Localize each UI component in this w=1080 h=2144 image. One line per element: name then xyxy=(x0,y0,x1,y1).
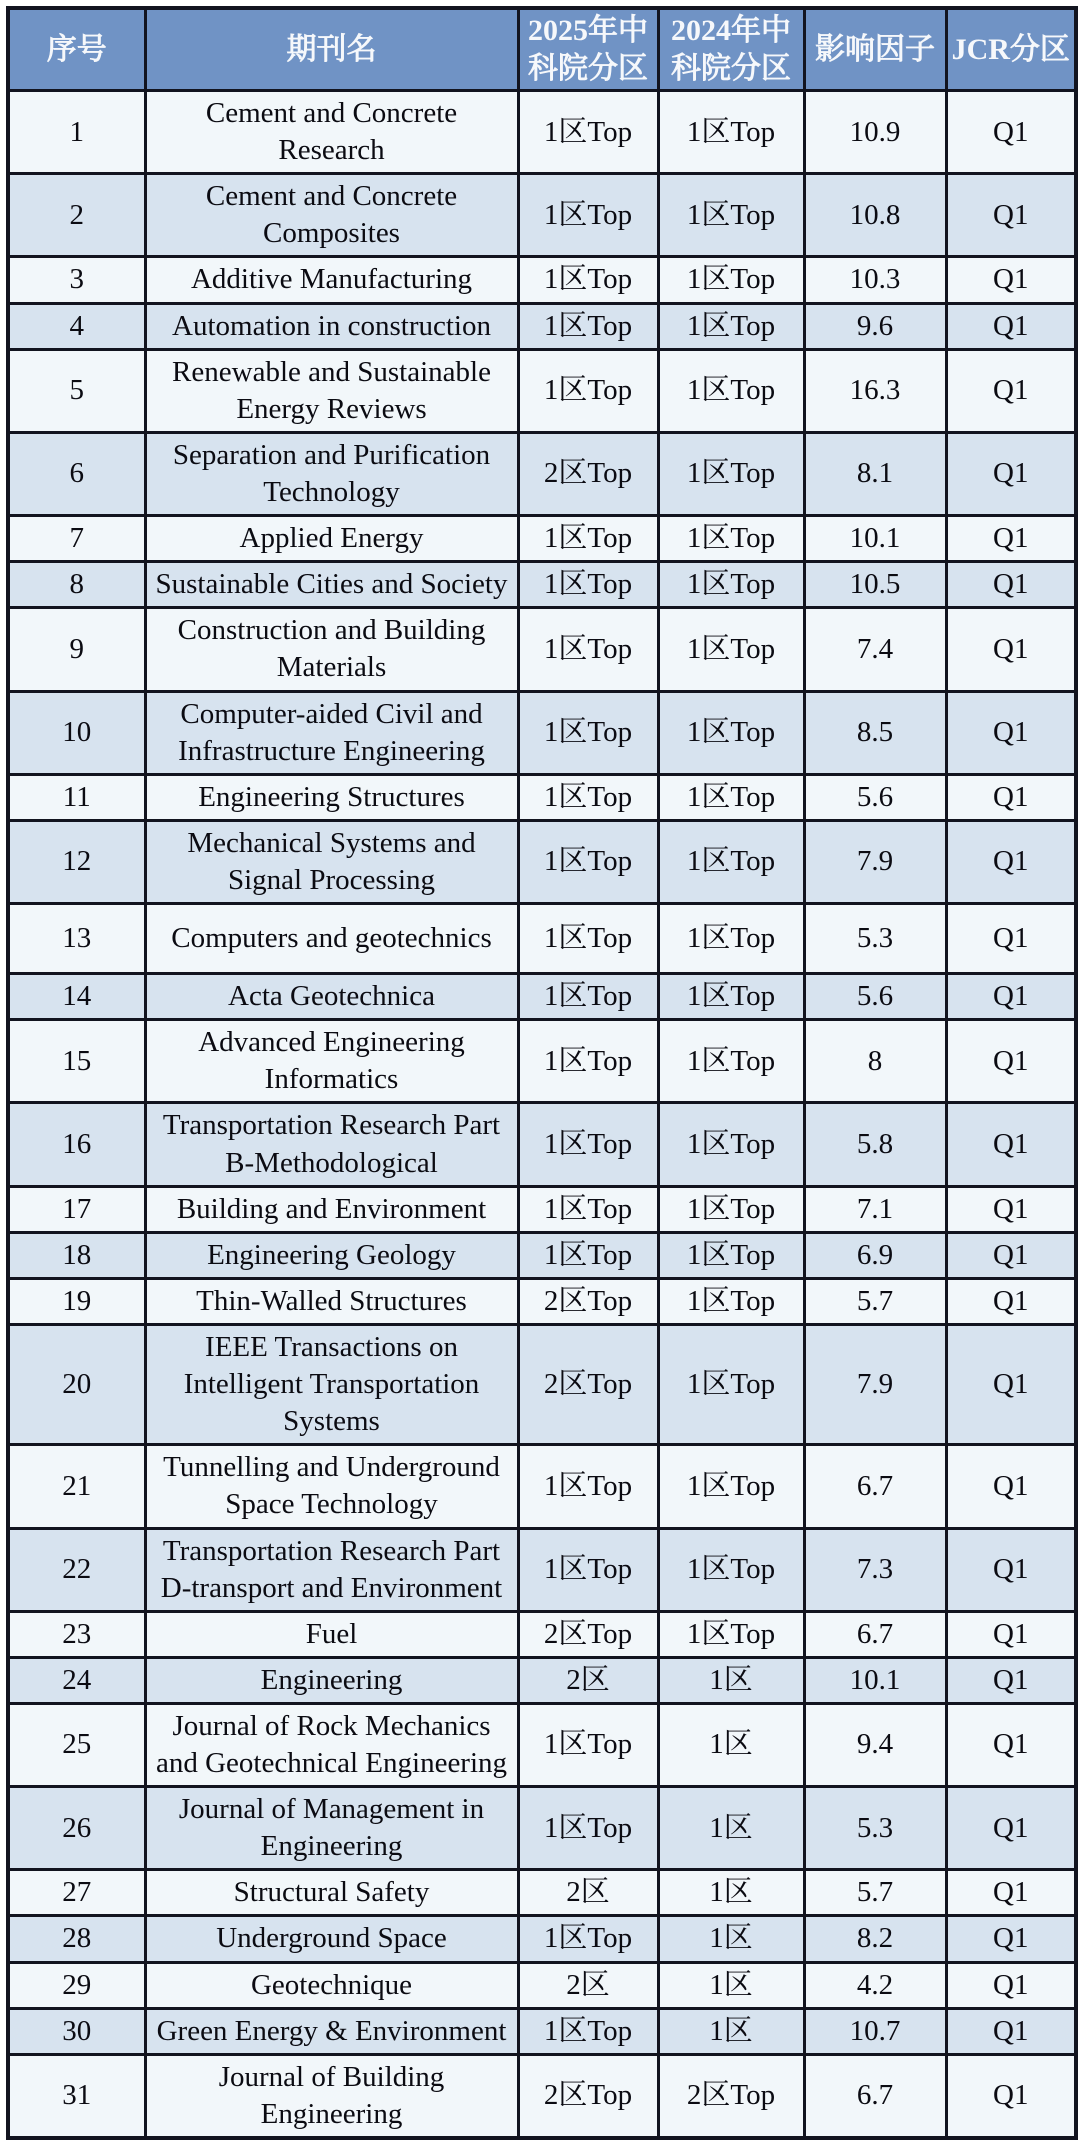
cell-impact-factor: 10.8 xyxy=(804,174,946,257)
table-row xyxy=(8,432,1076,515)
cell-journal-name: Computer-aided Civil and Infrastructure Engineering xyxy=(145,691,518,774)
cell-impact-factor: 5.6 xyxy=(804,774,946,820)
cell-cas-2025: 1区Top xyxy=(518,1103,658,1186)
cell-cas-2025: 1区Top xyxy=(518,257,658,303)
cell-jcr: Q1 xyxy=(946,1186,1076,1232)
cell-index: 10 xyxy=(8,691,145,774)
cell-index: 13 xyxy=(8,904,145,974)
cell-cas-2025: 1区Top xyxy=(518,303,658,349)
cell-cas-2025: 1区Top xyxy=(518,1703,658,1786)
table-row xyxy=(8,1657,1076,1703)
column-header-jcr: JCR分区 xyxy=(946,8,1076,91)
cell-jcr: Q1 xyxy=(946,608,1076,691)
cell-cas-2024: 1区Top xyxy=(658,349,804,432)
cell-cas-2025: 2区 xyxy=(518,1870,658,1916)
cell-cas-2025: 1区Top xyxy=(518,608,658,691)
cell-cas-2024: 1区Top xyxy=(658,1020,804,1103)
cell-index: 30 xyxy=(8,2008,145,2054)
cell-index: 3 xyxy=(8,257,145,303)
cell-index: 7 xyxy=(8,516,145,562)
cell-cas-2025: 2区 xyxy=(518,1962,658,2008)
cell-journal-name: Building and Environment xyxy=(145,1186,518,1232)
cell-journal-name: Acta Geotechnica xyxy=(145,974,518,1020)
cell-jcr: Q1 xyxy=(946,1611,1076,1657)
cell-jcr: Q1 xyxy=(946,1962,1076,2008)
table-row xyxy=(8,562,1076,608)
cell-journal-name: Engineering Structures xyxy=(145,774,518,820)
cell-impact-factor: 10.7 xyxy=(804,2008,946,2054)
cell-journal-name: Transportation Research Part B-Methodological xyxy=(145,1103,518,1186)
table-row xyxy=(8,1445,1076,1528)
cell-impact-factor: 8.2 xyxy=(804,1916,946,1962)
column-header-impact-factor: 影响因子 xyxy=(804,8,946,91)
cell-jcr: Q1 xyxy=(946,1278,1076,1324)
cell-cas-2024: 1区 xyxy=(658,1787,804,1870)
cell-jcr: Q1 xyxy=(946,974,1076,1020)
cell-cas-2025: 2区Top xyxy=(518,2054,658,2138)
cell-jcr: Q1 xyxy=(946,1870,1076,1916)
cell-cas-2024: 2区Top xyxy=(658,2054,804,2138)
cell-index: 19 xyxy=(8,1278,145,1324)
cell-jcr: Q1 xyxy=(946,349,1076,432)
table-row xyxy=(8,1703,1076,1786)
cell-cas-2024: 1区Top xyxy=(658,1528,804,1611)
cell-cas-2024: 1区Top xyxy=(658,1278,804,1324)
cell-cas-2025: 2区Top xyxy=(518,1324,658,1444)
table-row xyxy=(8,1324,1076,1444)
cell-cas-2025: 1区Top xyxy=(518,516,658,562)
cell-impact-factor: 5.7 xyxy=(804,1278,946,1324)
table-row xyxy=(8,2054,1076,2138)
cell-journal-name: Separation and Purification Technology xyxy=(145,432,518,515)
table-row xyxy=(8,1611,1076,1657)
cell-impact-factor: 6.9 xyxy=(804,1232,946,1278)
table-row xyxy=(8,1232,1076,1278)
cell-impact-factor: 5.7 xyxy=(804,1870,946,1916)
cell-cas-2025: 1区Top xyxy=(518,562,658,608)
cell-cas-2024: 1区Top xyxy=(658,820,804,903)
cell-impact-factor: 16.3 xyxy=(804,349,946,432)
cell-impact-factor: 9.6 xyxy=(804,303,946,349)
cell-jcr: Q1 xyxy=(946,1528,1076,1611)
cell-cas-2025: 1区Top xyxy=(518,1020,658,1103)
column-header-cas-2024: 2024年中科院分区 xyxy=(658,8,804,91)
cell-journal-name: Additive Manufacturing xyxy=(145,257,518,303)
cell-index: 11 xyxy=(8,774,145,820)
cell-jcr: Q1 xyxy=(946,516,1076,562)
table-row xyxy=(8,174,1076,257)
cell-journal-name: IEEE Transactions on Intelligent Transportation Systems xyxy=(145,1324,518,1444)
cell-cas-2025: 1区Top xyxy=(518,174,658,257)
table-row xyxy=(8,1916,1076,1962)
cell-cas-2024: 1区 xyxy=(658,1870,804,1916)
cell-jcr: Q1 xyxy=(946,1232,1076,1278)
cell-impact-factor: 7.9 xyxy=(804,820,946,903)
cell-index: 21 xyxy=(8,1445,145,1528)
cell-impact-factor: 7.9 xyxy=(804,1324,946,1444)
cell-impact-factor: 8.1 xyxy=(804,432,946,515)
cell-cas-2024: 1区Top xyxy=(658,608,804,691)
cell-index: 18 xyxy=(8,1232,145,1278)
cell-jcr: Q1 xyxy=(946,2054,1076,2138)
column-header-cas-2025: 2025年中科院分区 xyxy=(518,8,658,91)
cell-impact-factor: 10.5 xyxy=(804,562,946,608)
cell-cas-2024: 1区 xyxy=(658,1657,804,1703)
cell-cas-2024: 1区Top xyxy=(658,1445,804,1528)
cell-journal-name: Thin-Walled Structures xyxy=(145,1278,518,1324)
cell-cas-2024: 1区Top xyxy=(658,774,804,820)
cell-index: 27 xyxy=(8,1870,145,1916)
table-row xyxy=(8,91,1076,174)
cell-cas-2025: 1区Top xyxy=(518,820,658,903)
cell-impact-factor: 10.1 xyxy=(804,1657,946,1703)
cell-cas-2024: 1区Top xyxy=(658,1186,804,1232)
cell-journal-name: Structural Safety xyxy=(145,1870,518,1916)
cell-journal-name: Cement and Concrete Research xyxy=(145,91,518,174)
table-row xyxy=(8,1103,1076,1186)
cell-cas-2024: 1区Top xyxy=(658,174,804,257)
cell-impact-factor: 5.3 xyxy=(804,904,946,974)
table-row xyxy=(8,820,1076,903)
table-header xyxy=(8,8,1076,91)
cell-index: 22 xyxy=(8,1528,145,1611)
cell-cas-2025: 2区Top xyxy=(518,1278,658,1324)
cell-jcr: Q1 xyxy=(946,1787,1076,1870)
cell-impact-factor: 8.5 xyxy=(804,691,946,774)
cell-cas-2025: 1区Top xyxy=(518,1232,658,1278)
cell-cas-2025: 1区Top xyxy=(518,91,658,174)
cell-index: 25 xyxy=(8,1703,145,1786)
cell-cas-2025: 1区Top xyxy=(518,1787,658,1870)
cell-journal-name: Tunnelling and Underground Space Technology xyxy=(145,1445,518,1528)
cell-jcr: Q1 xyxy=(946,257,1076,303)
cell-cas-2024: 1区Top xyxy=(658,1611,804,1657)
table-row xyxy=(8,774,1076,820)
cell-index: 12 xyxy=(8,820,145,903)
journal-ranking-table xyxy=(6,6,1078,2140)
cell-cas-2025: 2区 xyxy=(518,1657,658,1703)
cell-journal-name: Cement and Concrete Composites xyxy=(145,174,518,257)
cell-impact-factor: 10.3 xyxy=(804,257,946,303)
cell-journal-name: Computers and geotechnics xyxy=(145,904,518,974)
cell-journal-name: Mechanical Systems and Signal Processing xyxy=(145,820,518,903)
cell-index: 1 xyxy=(8,91,145,174)
cell-impact-factor: 5.8 xyxy=(804,1103,946,1186)
table-row xyxy=(8,974,1076,1020)
cell-journal-name: Engineering Geology xyxy=(145,1232,518,1278)
cell-journal-name: Advanced Engineering Informatics xyxy=(145,1020,518,1103)
table-row xyxy=(8,608,1076,691)
cell-index: 14 xyxy=(8,974,145,1020)
cell-index: 23 xyxy=(8,1611,145,1657)
cell-journal-name: Fuel xyxy=(145,1611,518,1657)
cell-impact-factor: 5.3 xyxy=(804,1787,946,1870)
cell-jcr: Q1 xyxy=(946,303,1076,349)
table-row xyxy=(8,904,1076,974)
cell-cas-2025: 1区Top xyxy=(518,1186,658,1232)
cell-jcr: Q1 xyxy=(946,1324,1076,1444)
table-row xyxy=(8,691,1076,774)
cell-cas-2024: 1区 xyxy=(658,1703,804,1786)
cell-jcr: Q1 xyxy=(946,1916,1076,1962)
cell-index: 15 xyxy=(8,1020,145,1103)
table-row xyxy=(8,1962,1076,2008)
cell-journal-name: Journal of Management in Engineering xyxy=(145,1787,518,1870)
cell-journal-name: Renewable and Sustainable Energy Reviews xyxy=(145,349,518,432)
table-row xyxy=(8,303,1076,349)
table-row xyxy=(8,1186,1076,1232)
cell-impact-factor: 10.1 xyxy=(804,516,946,562)
cell-index: 16 xyxy=(8,1103,145,1186)
table-row xyxy=(8,2008,1076,2054)
cell-index: 6 xyxy=(8,432,145,515)
cell-cas-2024: 1区Top xyxy=(658,974,804,1020)
cell-cas-2025: 1区Top xyxy=(518,1445,658,1528)
cell-jcr: Q1 xyxy=(946,2008,1076,2054)
cell-jcr: Q1 xyxy=(946,1703,1076,1786)
cell-index: 20 xyxy=(8,1324,145,1444)
cell-journal-name: Journal of Building Engineering xyxy=(145,2054,518,2138)
cell-jcr: Q1 xyxy=(946,774,1076,820)
cell-cas-2024: 1区Top xyxy=(658,303,804,349)
cell-cas-2024: 1区 xyxy=(658,1916,804,1962)
cell-impact-factor: 6.7 xyxy=(804,2054,946,2138)
table-row xyxy=(8,1870,1076,1916)
cell-impact-factor: 6.7 xyxy=(804,1611,946,1657)
cell-cas-2025: 1区Top xyxy=(518,904,658,974)
cell-cas-2025: 1区Top xyxy=(518,1528,658,1611)
cell-cas-2025: 1区Top xyxy=(518,2008,658,2054)
cell-cas-2024: 1区Top xyxy=(658,904,804,974)
cell-cas-2024: 1区Top xyxy=(658,1103,804,1186)
cell-cas-2025: 2区Top xyxy=(518,1611,658,1657)
cell-journal-name: Underground Space xyxy=(145,1916,518,1962)
cell-index: 29 xyxy=(8,1962,145,2008)
cell-impact-factor: 7.3 xyxy=(804,1528,946,1611)
cell-jcr: Q1 xyxy=(946,904,1076,974)
cell-cas-2024: 1区Top xyxy=(658,257,804,303)
cell-journal-name: Sustainable Cities and Society xyxy=(145,562,518,608)
table-row xyxy=(8,257,1076,303)
cell-jcr: Q1 xyxy=(946,820,1076,903)
cell-cas-2024: 1区 xyxy=(658,2008,804,2054)
cell-jcr: Q1 xyxy=(946,432,1076,515)
cell-journal-name: Applied Energy xyxy=(145,516,518,562)
cell-impact-factor: 7.4 xyxy=(804,608,946,691)
cell-jcr: Q1 xyxy=(946,1020,1076,1103)
cell-cas-2024: 1区Top xyxy=(658,432,804,515)
cell-impact-factor: 5.6 xyxy=(804,974,946,1020)
cell-jcr: Q1 xyxy=(946,174,1076,257)
cell-jcr: Q1 xyxy=(946,562,1076,608)
column-header-index: 序号 xyxy=(8,8,145,91)
cell-impact-factor: 8 xyxy=(804,1020,946,1103)
cell-journal-name: Geotechnique xyxy=(145,1962,518,2008)
cell-jcr: Q1 xyxy=(946,1657,1076,1703)
cell-cas-2024: 1区Top xyxy=(658,516,804,562)
cell-index: 4 xyxy=(8,303,145,349)
cell-index: 26 xyxy=(8,1787,145,1870)
cell-journal-name: Journal of Rock Mechanics and Geotechnical Engineering xyxy=(145,1703,518,1786)
table-row xyxy=(8,1528,1076,1611)
cell-impact-factor: 4.2 xyxy=(804,1962,946,2008)
cell-jcr: Q1 xyxy=(946,91,1076,174)
cell-journal-name: Green Energy & Environment xyxy=(145,2008,518,2054)
cell-index: 5 xyxy=(8,349,145,432)
cell-journal-name: Automation in construction xyxy=(145,303,518,349)
table-row xyxy=(8,1278,1076,1324)
cell-cas-2025: 1区Top xyxy=(518,691,658,774)
cell-jcr: Q1 xyxy=(946,691,1076,774)
cell-impact-factor: 7.1 xyxy=(804,1186,946,1232)
cell-jcr: Q1 xyxy=(946,1103,1076,1186)
cell-index: 24 xyxy=(8,1657,145,1703)
cell-journal-name: Transportation Research Part D-transport and Environment xyxy=(145,1528,518,1611)
cell-index: 2 xyxy=(8,174,145,257)
cell-index: 28 xyxy=(8,1916,145,1962)
cell-impact-factor: 10.9 xyxy=(804,91,946,174)
header-row xyxy=(8,8,1076,91)
table-row xyxy=(8,516,1076,562)
cell-journal-name: Construction and Building Materials xyxy=(145,608,518,691)
table-row xyxy=(8,1787,1076,1870)
cell-cas-2025: 2区Top xyxy=(518,432,658,515)
cell-cas-2025: 1区Top xyxy=(518,974,658,1020)
column-header-journal-name: 期刊名 xyxy=(145,8,518,91)
cell-cas-2025: 1区Top xyxy=(518,1916,658,1962)
table-row xyxy=(8,349,1076,432)
table-row xyxy=(8,1020,1076,1103)
cell-index: 8 xyxy=(8,562,145,608)
cell-impact-factor: 6.7 xyxy=(804,1445,946,1528)
cell-index: 17 xyxy=(8,1186,145,1232)
table-body xyxy=(8,91,1076,2139)
cell-cas-2024: 1区Top xyxy=(658,1324,804,1444)
cell-cas-2024: 1区 xyxy=(658,1962,804,2008)
cell-cas-2024: 1区Top xyxy=(658,1232,804,1278)
cell-index: 9 xyxy=(8,608,145,691)
cell-cas-2024: 1区Top xyxy=(658,562,804,608)
cell-index: 31 xyxy=(8,2054,145,2138)
cell-journal-name: Engineering xyxy=(145,1657,518,1703)
cell-jcr: Q1 xyxy=(946,1445,1076,1528)
cell-cas-2024: 1区Top xyxy=(658,691,804,774)
cell-cas-2025: 1区Top xyxy=(518,774,658,820)
cell-cas-2025: 1区Top xyxy=(518,349,658,432)
cell-cas-2024: 1区Top xyxy=(658,91,804,174)
cell-impact-factor: 9.4 xyxy=(804,1703,946,1786)
